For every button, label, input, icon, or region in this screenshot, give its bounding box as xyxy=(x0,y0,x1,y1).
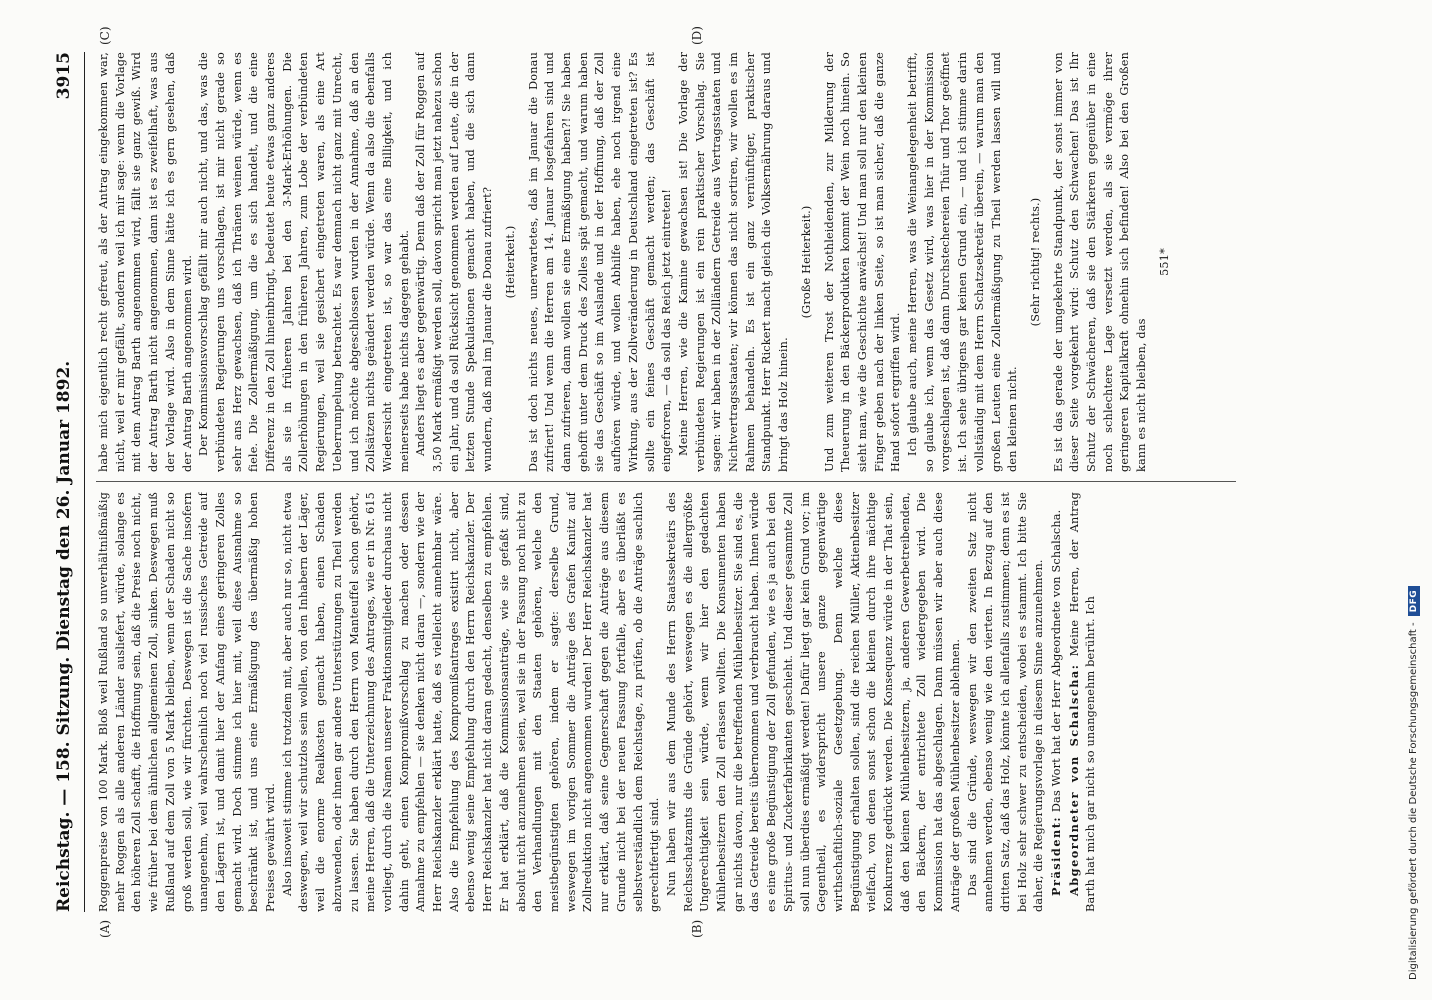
header-title: Reichstag. — 158. Sitzung. Dienstag den 26. Januar 1892. xyxy=(54,360,74,912)
column-divider xyxy=(96,481,1236,482)
left-column xyxy=(96,492,1236,912)
president-statement xyxy=(1048,492,1066,912)
right-column xyxy=(96,52,1236,472)
speaker-label: Abgeordneter von Schalscha: xyxy=(1066,663,1081,896)
speaker-label: Präsident: xyxy=(1049,815,1064,896)
digitization-credit xyxy=(1408,20,1428,980)
signature-mark: 551* xyxy=(1157,248,1171,276)
interjection: (Heiterkeit.) xyxy=(503,225,517,299)
paragraph: Anders liegt es aber gegenwärtig. Denn daß der Zoll für Roggen auf 3,50 Mark ermäßigt werden soll, davon spricht man jetzt nahezu schon ein Jahr, und da soll Rücksicht genommen werden auf Leute, die in der letzten Stunde Spekulationen gemacht haben, und die sich dann wundern, daß mal im Januar die Donau zufriert? xyxy=(414,52,495,472)
paragraph: Das sind die Gründe, weswegen wir den zweiten Satz nicht annehmen werden, ebenso wenig wie den vierten. In Bezug auf den dritten Satz, daß das Holz, könnte ich allenfalls zustimmen; denn es ist bei Holz sehr schwer zu entscheiden, wobei es stammt. Ich bitte Sie daher, die Regierungsvorlage in diesem Sinne anzunehmen. xyxy=(965,492,1046,912)
paragraph: Nun haben wir aus dem Munde des Herrn Staatssekretärs des Reichsschatzamts die Gründe gehört, weswegen es die allergrößte Ungerechtigkeit sein würde, wenn wir hier den gedachten Mühlenbesitzern den Zoll erlassen wollten. Die Konsumenten haben gar nichts davon, nur die betreffenden Mühlenbesitzer. Sie sind es, die das Getreide bereits übernommen und verbraucht haben. Ihnen würde es eine große Begünstigung der Zoll gefunden, wie es ja auch bei den Spiritus- und Zuckerfabrikanten geschieht. Und dieser gesammte Zoll soll nun überdies ermäßigt werden! Dafür liegt gar kein Grund vor; im Gegentheil, es widerspricht unsere ganze gegenwärtige wirthschaftlich-soziale Gesetzgebung. Denn welche diese Begünstigung erhalten sollen, sind die reichen Müller, Aktienbesitzer vielfach, von denen sonst schon die kleinen durch ihre mächtige Konkurrenz gedrückt werden. Die Konsequenz würde in der That sein, daß den kleinen Mühlenbesitzern, ja, anderen Gewerbetreibenden, den Bäckern, der entrichtete Zoll wiedergegeben wird. Die Kommission hat das abgeschlagen. Dann müssen wir aber auch diese Anträge der großen Mühlenbesitzer ablehnen. xyxy=(664,492,962,912)
margin-mark-b: (B) xyxy=(690,919,704,938)
paragraph: Das ist doch nichts neues, unerwartetes, daß im Januar die Donau zufriert! Und wenn die Herren am 14. Januar losgefahren sind und dann zufrieren, dann wollen sie eine Ermäßigung haben?! Sie haben gehofft unter dem Druck des Zolles spät gemacht, und warum haben sie das Geschäft so im Auslande und in der Hoffnung, daß der Zoll aufhören würde, und wollen Abhilfe haben, ehe noch irgend eine Wirkung, aus der Zollveränderung in Deutschland eingetreten ist? Es sollte ein feines Geschäft gemacht werden; das Geschäft ist eingefroren, — da soll das Reich jetzt eintreten! xyxy=(526,52,674,472)
paragraph: Roggenpreise von 100 Mark. Bloß weil Rußland so unverhältnißmäßig mehr Roggen als alle anderen Länder ausliefert, würde, solange es den höheren Zoll schafft, die Hoffnung sein, daß die Preise noch nicht, wie früher bei dem ähnlichen allgemeinen Zoll, sinken. Deswegen muß Rußland auf dem Zoll von 5 Mark bleiben, wenn der Schaden nicht so groß werden soll, wie wir fürchten. Deswegen ist die Sache insofern unangenehm, weil wahrscheinlich noch viel russisches Getreide auf den Lägern ist, und damit hier der Anfang eines geringeren Zolles gemacht wird. Doch stimme ich hier mit, weil diese Ausnahme so beschränkt ist, und uns eine Ermäßigung des übermäßig hohen Preises gewährt wird. xyxy=(97,492,278,912)
paragraph: Also insoweit stimme ich trotzdem mit, aber auch nur so, nicht etwa deswegen, weil wir schutzlos sein wollen, von den Inhabern der Läger, weil die enorme Realkosten gemacht haben, einen Schaden abzuwenden, oder ihnen gar andere Unterstützungen zu Theil werden zu lassen. Sie haben durch den Herrn von Manteuffel schon gehört, meine Herren, daß die Unterzeichnung des Antrages, wie er in Nr. 615 vorliegt, durch die Namen unserer Fraktionsmitglieder durchaus nicht dahin geht, einen Kompromißvorschlag zu machen oder dessen Annahme zu empfehlen — sie denken nicht daran —, sondern wie der Herr Reichskanzler erklärt hatte, daß es vielleicht annehmbar wäre. Also die Empfehlung des Kompromißantrages existirt nicht, aber ebenso wenig seine Empfehlung durch den Herrn Reichskanzler. Der Herr Reichskanzler hat nicht daran gedacht, denselben zu empfehlen. Er hat erklärt, daß die Kommissionsanträge, wie sie gefaßt sind, absolut nicht anzunehmen seien, weil sie in der Fassung noch nicht zu den Verhandlungen mit den Staaten gehören, welche den meistbegünstigten gehören, indem er sagte: derselbe Grund, weswegen im vorigen Sommer die Anträge des Grafen Kanitz auf Zollreduktion nicht angenommen wurden! Der Herr Reichskanzler hat nur erklärt, daß seine Gegnerschaft gegen die Anträge aus diesem Grunde nicht bei der neuen Fassung fortfalle, aber es überläßt es selbstverständlich dem Reichstage, zu prüfen, ob die Anträge sachlich gerechtfertigt sind. xyxy=(280,492,662,912)
page-number: 3915 xyxy=(54,52,74,100)
credit-text: Digitalisierung gefördert durch die Deutsche Forschungsgemeinschaft - xyxy=(1408,622,1419,980)
statement-text: Das Wort hat der Herr Abgeordnete von Schalscha. xyxy=(1050,509,1064,816)
interjection: (Große Heiterkeit.) xyxy=(799,205,813,319)
margin-mark-c: (C) xyxy=(98,26,112,45)
paragraph: Und zum weiteren Trost der Nothleidenden, zur Milderung der Theuerung in den Bäckerprodukten kommt der Wein noch hinein. So sieht man, wie die Geschichte anwächst! Und man soll nur den kleinen Finger geben nach der linken Seite, so ist man sicher, daß die ganze Hand sofort ergriffen wird. xyxy=(822,52,903,472)
page-header xyxy=(50,52,80,912)
dfg-logo: DFG xyxy=(1408,586,1420,617)
statement-text: Meine Herren, der Antrag Barth hat mich gar nicht so unangenehm berührt. Ich xyxy=(1067,492,1098,912)
paragraph: Meine Herren, wie die Kamine gewachsen ist! Die Vorlage der verbündeten Regierungen ist ein rein praktischer Vorschlag. Sie sagen: wir haben in der Zollländern Getreide aus Vertragsstaaten und Nichtvertragsstaaten; wir können das nicht sortiren, wir wollen es im Rahmen behandeln. Es ist ein ganz vernünftiger, praktischer Standpunkt. Herr Rickert macht gleich die Volksernährung daraus und bringt das Holz hinein. xyxy=(676,52,791,472)
interjection: (Sehr richtig! rechts.) xyxy=(1028,197,1042,327)
paragraph: habe mich eigentlich recht gefreut, als der Antrag eingekommen war, nicht, weil er mir gefällt, sondern weil ich mir sage: wenn die Vorlage mit dem Antrag Barth angenommen wird, fällt sie ganz gewiß. Wird der Antrag Barth nicht angenommen, dann ist es zweifelhaft, was aus der Vorlage wird. Also in dem Sinne hätte ich es gern gesehen, daß der Antrag Barth angenommen wird. xyxy=(97,52,194,472)
header-rule xyxy=(84,52,85,912)
paragraph: Ich glaube auch, meine Herren, was die Weinangelegenheit betrifft, so glaube ich, wenn das Gesetz wird, was hier in der Kommission vorgeschlagen ist, daß dann Durchstechereien Thür und Thor geöffnet ist. Ich sehe übrigens gar keinen Grund ein, — und ich stimme darin vollständig mit dem Herrn Schatzsekretär überein, — warum man den großen Leuten eine Zollermäßigung zu Theil werden lassen will und den kleinen nicht. xyxy=(906,52,1020,472)
margin-mark-d: (D) xyxy=(690,26,704,45)
paragraph: Es ist das gerade der umgekehrte Standpunkt, der sonst immer von dieser Seite vorgekehrt wird: Schutz den Schwachen! Das ist Ihr Schutz der Schwächeren, daß sie den Stärkeren gegenüber in eine noch schlechtere Lage versetzt werden, als sie vermöge ihrer geringeren Kapitalkraft ohnehin sich befinden! Also bei den Großen kann es nicht bleiben, das xyxy=(1051,52,1149,472)
schalscha-statement xyxy=(1066,492,1100,912)
margin-mark-a: (A) xyxy=(98,919,112,938)
paragraph: Der Kommissionsvorschlag gefällt mir auch nicht, und das, was die verbündeten Regierungen uns vorschlagen, ist mir nicht gerade so sehr ans Herz gewachsen, daß ich Thränen weinen würde, wenn es fiele. Die Zollermäßigung, um die es sich handelt, und die eine Differenz in den Zoll hineinbringt, bedeutet heute etwas ganz anderes als sie in früheren Jahren bei den 3-Mark-Erhöhungen. Die Zollerhöhungen in den früheren Jahren, zum Lobe der verbündeten Regierungen, weil sie gesichert eingetreten waren, als eine Art Ueberrumpelung betrachtet. Es war demnach nicht ganz mit Unrecht, und ich möchte abgeschlossen wurden in der Annahme, daß an den Zollsätzen nichts geändert werden würde. Wenn da also die ebenfalls Wiedersicht eingetreten ist, so war das eine Billigkeit, und ich meinerseits habe nichts dagegen gehabt. xyxy=(197,52,411,472)
